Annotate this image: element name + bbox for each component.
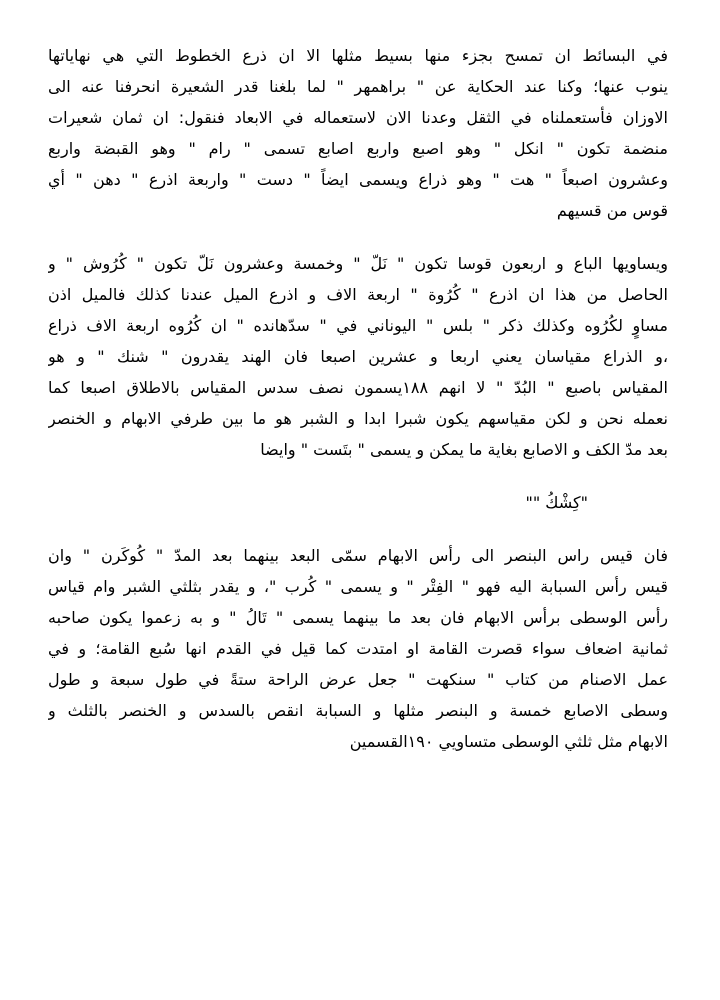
text-line: فان قيس راس البنصر الى رأس الابهام سمّى البعد بينهما بعد المدّ " كُوكَرن " وان <box>48 546 668 565</box>
paragraph-1 <box>48 40 668 226</box>
text-line: عمل الاصنام من كتاب " سنكهت " جعل عرض الراحة ستةً في طول سبعة و طول <box>48 670 668 689</box>
text-line: مساوٍ لكُرُوه وكذلك ذكر " بلس " اليوناني في " سدّهانده " ان كُرُوه اربعة الاف ذراع <box>48 316 668 335</box>
text-line: ،و الذراع مقياسان يعني اربعا و عشرين اصبعا فان الهند يقدرون " شنك " و هو <box>48 347 668 366</box>
text-line: بعد مدّ الكف و الاصابع بغاية ما يمكن و يسمى " بتَست " وايضا <box>260 440 668 459</box>
document-page <box>48 40 668 779</box>
text-line: ثمانية اضعاف سواء قصرت القامة او امتدت كما قيل في القدم انها سُبع القامة؛ و في <box>48 639 668 658</box>
text-line: ينوب عنها؛ وكنا عند الحكاية عن " براهمهر " لما بلغنا قدر الشعيرة انحرفنا عنه الى <box>48 77 668 96</box>
paragraph-2 <box>48 248 668 465</box>
text-line: المقياس باصبع " البُدّ " لا انهم ١٨٨يسمون نصف سدس المقياس بالاطلاق اصبعا كما <box>48 378 668 397</box>
text-line: قوس من قسيهم <box>556 201 668 220</box>
text-line: قيس رأس السبابة اليه فهو " الفِتْر " و يسمى " كُرب "، و يقدر بثلثي الشبر وام قياس <box>48 577 668 596</box>
text-line: الابهام مثل ثلثي الوسطى متساويي ١٩٠القسمين <box>349 732 668 751</box>
paragraph-3 <box>48 540 668 757</box>
text-line: رأس الوسطى برأس الابهام فان بعد ما بينهما يسمى " تَالُ " و به زعموا يكون صاحبه <box>48 608 668 627</box>
text-line: وسطى الاصابع خمسة و البنصر مثلها و السبابة انقص بالسدس و الخنصر بالثلث و <box>48 701 668 720</box>
standalone-term: "كِشْكُ "" <box>525 493 588 512</box>
text-line: وعشرون اصبعاً " هت " وهو ذراع ويسمى ايضاً " دست " واربعة اذرع " دهن " أي <box>48 170 668 189</box>
text-line: ويساويها الباع و اربعون قوسا تكون " نَلّ " وخمسة وعشرون نَلّ تكون " كُرُوش " و <box>48 254 668 273</box>
text-line: في البسائط ان تمسح بجزء منها بسيط مثلها الا ان ذرع الخطوط التي هي نهاياتها <box>48 46 668 65</box>
text-line: منضمة تكون " انكل " وهو اصبع واربع اصابع تسمى " رام " وهو القبضة واربع <box>48 139 668 158</box>
text-line: الحاصل من هذا ان اذرع " كُرُوة " اربعة الاف و اذرع الميل عندنا كذلك فالميل اذن <box>48 285 668 304</box>
text-line: نعمله نحن و لكن مقياسهم يكون شبرا ابدا و الشبر هو ما بين طرفي الابهام و الخنصر <box>48 409 668 428</box>
text-line: الاوزان فأستعملناه في الثقل وعدنا الان لاستعماله في الابعاد فنقول: ان ثمان شعيرات <box>48 108 668 127</box>
